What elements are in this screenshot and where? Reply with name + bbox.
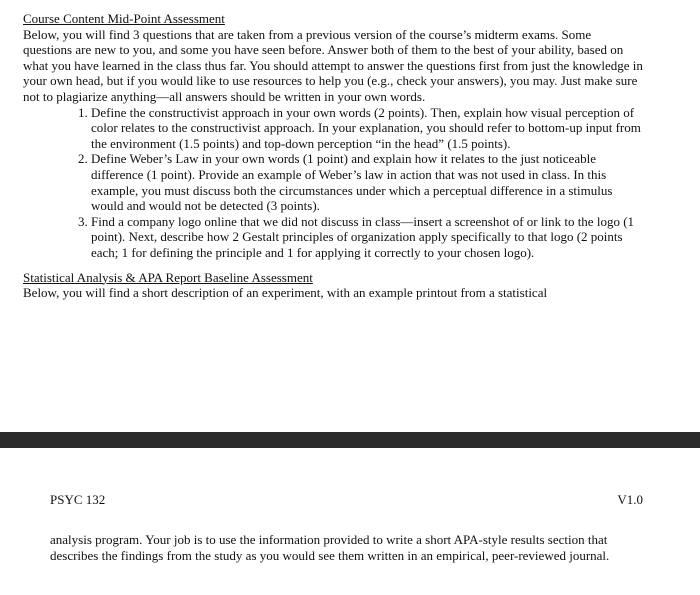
page-content	[23, 11, 643, 301]
course-code: PSYC 132	[50, 492, 106, 507]
question-item: 3. Find a company logo online that we did not discuss in class—insert a screenshot of or link to the logo (1 point). Next, describe how 2 Gestalt principles of organization apply specifically to that logo (2 points each; 1 for defining the principle and 1 for applying it correctly to your chosen logo).	[91, 214, 643, 261]
document-page-bottom	[0, 448, 700, 595]
question-item: 1. Define the constructivist approach in your own words (2 points). Then, explain how visual perception of color relates to the constructivist approach. In your explanation, you should refer to bottom-up input from the environment (1.5 points) and top-down perception “in the head” (1.5 points).	[91, 105, 643, 152]
section-heading-midpoint: Course Content Mid-Point Assessment	[23, 11, 225, 26]
section-intro-statistics: Below, you will find a short description of an experiment, with an example printout from a statistical	[23, 285, 548, 301]
section-heading-statistics: Statistical Analysis & APA Report Baseline Assessment	[23, 269, 313, 285]
document-version: V1.0	[617, 492, 643, 507]
question-item: 2. Define Weber’s Law in your own words (1 point) and explain how it relates to the just noticeable difference (1 point). Provide an example of Weber’s law in action that was not used in class. In this example, you must discuss both the circumstances under which a perceptual difference in a stimulus would and would not be detected (3 points).	[91, 151, 643, 213]
section-intro-continued: analysis program. Your job is to use the information provided to write a short APA-style results section that describes the findings from the study as you would see them written in an empirical, peer-reviewed journal.	[50, 532, 610, 563]
page-break-band	[0, 432, 700, 448]
question-list	[23, 105, 643, 261]
section-intro-midpoint: Below, you will find 3 questions that are taken from a previous version of the course’s midterm exams. Some questions are new to you, and some you have seen before. Answer both of them to the best of your ability, based on what you have learned in the class thus far. You should attempt to answer the questions first from just the knowledge in your own head, but if you would like to use resources to help you (e.g., check your answers), you may. Just make sure not to plagiarize anything—all answers should be written in your own words.	[23, 26, 643, 104]
